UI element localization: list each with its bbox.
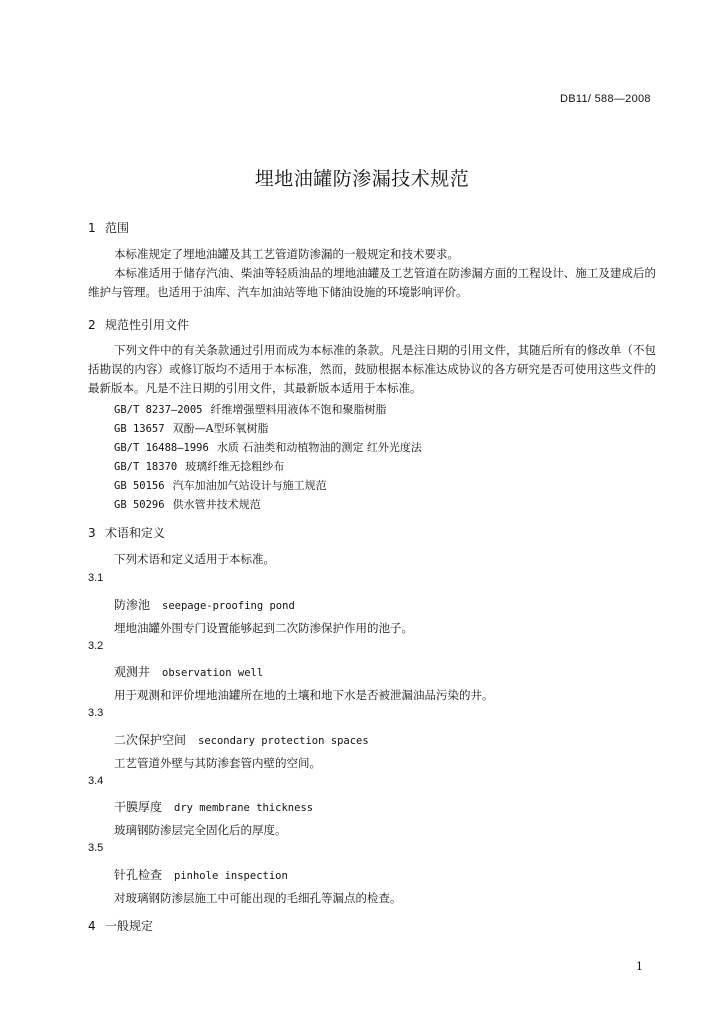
section-title: 规范性引用文件 — [105, 318, 190, 332]
reference-title: 供水管井技术规范 — [172, 498, 261, 511]
section-title: 术语和定义 — [105, 526, 166, 540]
term-chinese: 干膜厚度 — [114, 800, 163, 814]
reference-code: GB 13657 — [114, 423, 165, 435]
section-title: 一般规定 — [105, 919, 154, 933]
term-definition: 工艺管道外壁与其防渗套管内壁的空间。 — [114, 756, 321, 770]
reference-title: 汽车加油加气站设计与施工规范 — [172, 479, 327, 492]
term-entry — [114, 798, 313, 815]
reference-code: GB 50156 — [114, 480, 165, 492]
term-english: dry membrane thickness — [174, 802, 314, 814]
reference-title: 双酚—A型环氧树脂 — [172, 422, 269, 435]
reference-item — [114, 439, 422, 455]
clause-number: 3.1 — [88, 572, 104, 584]
section-heading-1 — [88, 219, 129, 236]
section-heading-4 — [88, 917, 153, 934]
paragraph: 本标准规定了埋地油罐及其工艺管道防渗漏的一般规定和技术要求。 — [114, 247, 459, 261]
term-english: seepage-proofing pond — [162, 600, 295, 612]
reference-title: 纤维增强塑料用液体不饱和聚脂树脂 — [210, 403, 387, 416]
term-definition: 对玻璃钢防渗层施工中可能出现的毛细孔等漏点的检查。 — [114, 891, 402, 905]
reference-item — [114, 401, 387, 417]
term-chinese: 针孔检查 — [114, 868, 163, 882]
reference-title: 水质 石油类和动植物油的测定 红外光度法 — [216, 441, 422, 454]
term-entry — [114, 596, 295, 613]
paragraph: 本标准适用于储存汽油、柴油等轻质油品的埋地油罐及工艺管道在防渗漏方面的工程设计、施工及建成后的维护与管理。也适用于油库、汽车加油站等地下储油设施的环境影响评价。 — [88, 266, 656, 299]
term-english: pinhole inspection — [174, 870, 288, 882]
reference-item — [114, 477, 327, 493]
term-english: secondary protection spaces — [198, 735, 369, 747]
paragraph: 下列文件中的有关条款通过引用而成为本标准的条款。凡是注日期的引用文件，其随后所有的修改单（不包括勘误的内容）或修订版均不适用于本标准，然而，鼓励根据本标准达成协议的各方研究是否可使用这些文件的最新版本。凡是不注日期的引用文件，其最新版本适用于本标准。 — [88, 343, 656, 395]
clause-number: 3.2 — [88, 640, 104, 652]
clause-number: 3.3 — [88, 707, 104, 719]
reference-item — [114, 420, 269, 436]
term-definition: 埋地油罐外围专门设置能够起到二次防渗保护作用的池子。 — [114, 621, 413, 635]
section-number: 1 — [88, 221, 96, 235]
term-definition: 用于观测和评价埋地油罐所在地的土壤和地下水是否被泄漏油品污染的井。 — [114, 688, 494, 702]
paragraph: 下列术语和定义适用于本标准。 — [114, 552, 275, 566]
page-number: 1 — [636, 960, 643, 973]
reference-item — [114, 496, 261, 512]
reference-title: 玻璃纤维无捻粗纱布 — [185, 460, 285, 473]
document-title: 埋地油罐防渗漏技术规范 — [254, 168, 470, 190]
term-entry — [114, 731, 369, 748]
section-number: 4 — [88, 919, 96, 933]
section-number: 3 — [88, 526, 96, 540]
section-number: 2 — [88, 318, 96, 332]
clause-number: 3.4 — [88, 775, 104, 787]
section-heading-2 — [88, 316, 189, 333]
term-entry — [114, 663, 263, 680]
section-title: 范围 — [105, 221, 130, 235]
reference-code: GB 50296 — [114, 499, 165, 511]
term-chinese: 观测井 — [114, 665, 151, 679]
term-chinese: 防渗池 — [114, 598, 151, 612]
reference-code: GB/T 18370 — [114, 461, 178, 473]
reference-code: GB/T 8237—2005 — [114, 404, 203, 416]
section-heading-3 — [88, 524, 165, 541]
reference-item — [114, 458, 284, 474]
standard-code: DB11/ 588—2008 — [560, 93, 651, 105]
term-definition: 玻璃钢防渗层完全固化后的厚度。 — [114, 823, 287, 837]
term-entry — [114, 866, 288, 883]
reference-code: GB/T 16488—1996 — [114, 442, 209, 454]
clause-number: 3.5 — [88, 842, 104, 854]
term-english: observation well — [162, 667, 264, 679]
term-chinese: 二次保护空间 — [114, 733, 187, 747]
